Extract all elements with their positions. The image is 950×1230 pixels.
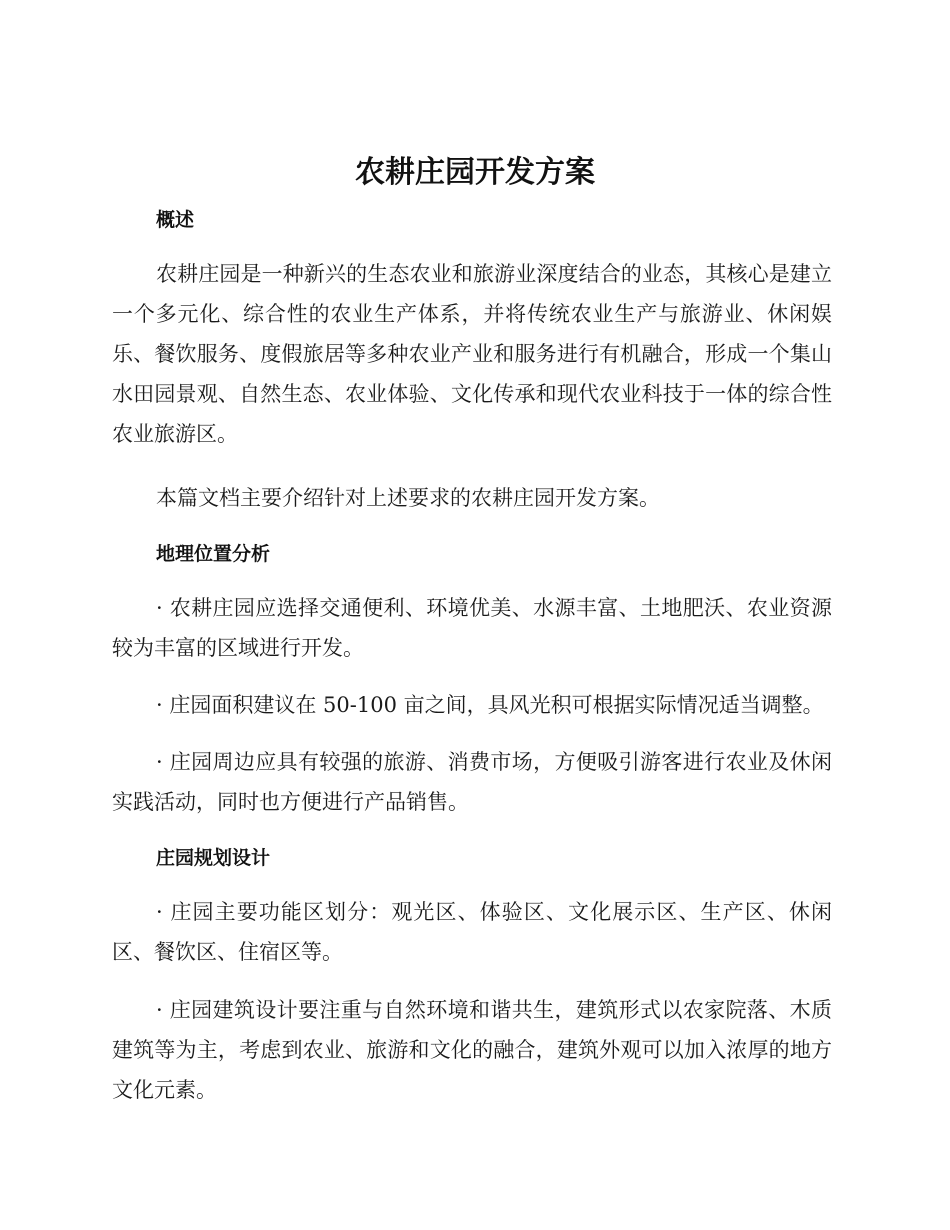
section-heading-overview: 概述 — [156, 209, 195, 231]
location-bullet-2: · 庄园面积建议在 50-100 亩之间，具风光积可根据实际情况适当调整。 — [156, 693, 824, 717]
document-title: 农耕庄园开发方案 — [355, 155, 595, 190]
section-heading-location: 地理位置分析 — [156, 543, 271, 565]
planning-bullet-1: · 庄园主要功能区划分：观光区、体验区、文化展示区、生产区、休闲区、餐饮区、住宿区等。 — [112, 900, 832, 964]
location-bullet-3: · 庄园周边应具有较强的旅游、消费市场，方便吸引游客进行农业及休闲实践活动，同时也方便进行产品销售。 — [112, 750, 832, 814]
section-heading-planning: 庄园规划设计 — [156, 847, 271, 869]
location-bullet-1: · 农耕庄园应选择交通便利、环境优美、水源丰富、土地肥沃、农业资源较为丰富的区域进行开发。 — [112, 596, 832, 660]
overview-intro-paragraph: 本篇文档主要介绍针对上述要求的农耕庄园开发方案。 — [156, 486, 660, 510]
planning-bullet-2: · 庄园建筑设计要注重与自然环境和谐共生，建筑形式以农家院落、木质建筑等为主，考虑到农业、旅游和文化的融合，建筑外观可以加入浓厚的地方文化元素。 — [112, 998, 832, 1102]
overview-paragraph: 农耕庄园是一种新兴的生态农业和旅游业深度结合的业态，其核心是建立一个多元化、综合性的农业生产体系，并将传统农业生产与旅游业、休闲娱乐、餐饮服务、度假旅居等多种农业产业和服务进行有机融合，形成一个集山水田园景观、自然生态、农业体验、文化传承和现代农业科技于一体的综合性农业旅游区。 — [112, 262, 832, 446]
